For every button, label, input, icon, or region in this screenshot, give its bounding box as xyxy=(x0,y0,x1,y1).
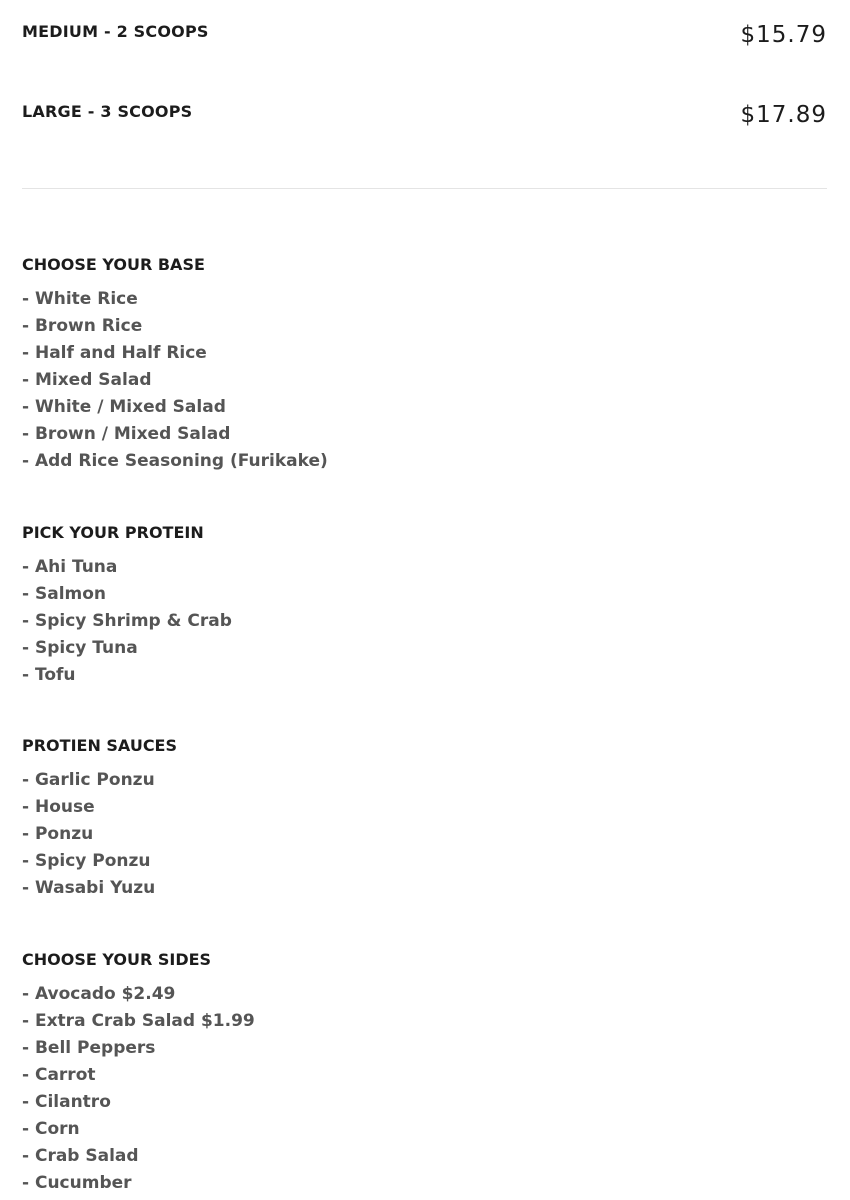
section-title: CHOOSE YOUR BASE xyxy=(22,255,205,274)
option-list xyxy=(22,984,255,1200)
option-list xyxy=(22,289,328,478)
list-item: - Add Rice Seasoning (Furikake) xyxy=(22,451,328,471)
list-item: - Carrot xyxy=(22,1065,96,1085)
list-item: - Ponzu xyxy=(22,824,94,844)
list-item: - Ahi Tuna xyxy=(22,557,118,577)
option-list xyxy=(22,770,177,905)
size-option-large[interactable] xyxy=(22,102,827,142)
list-item: - Spicy Ponzu xyxy=(22,851,151,871)
section-title: PROTIEN SAUCES xyxy=(22,736,178,755)
list-item: - Avocado $2.49 xyxy=(22,984,176,1004)
list-item: - Extra Crab Salad $1.99 xyxy=(22,1011,255,1031)
list-item: - White Rice xyxy=(22,289,138,309)
list-item: - Mixed Salad xyxy=(22,370,152,390)
list-item: - Salmon xyxy=(22,584,107,604)
list-item: - Corn xyxy=(22,1119,80,1139)
list-item: - Half and Half Rice xyxy=(22,343,207,363)
list-item: - House xyxy=(22,797,95,817)
list-item: - Cilantro xyxy=(22,1092,111,1112)
size-name: MEDIUM - 2 SCOOPS xyxy=(22,22,209,41)
section-sides xyxy=(22,950,255,1200)
size-price: $15.79 xyxy=(740,22,827,48)
option-list xyxy=(22,557,232,692)
section-title: CHOOSE YOUR SIDES xyxy=(22,950,212,969)
list-item: - Spicy Tuna xyxy=(22,638,138,658)
section-sauces xyxy=(22,736,177,905)
list-item: - Tofu xyxy=(22,665,76,685)
section-protein xyxy=(22,523,232,692)
list-item: - Brown / Mixed Salad xyxy=(22,424,231,444)
list-item: - Bell Peppers xyxy=(22,1038,156,1058)
list-item: - Brown Rice xyxy=(22,316,143,336)
size-name: LARGE - 3 SCOOPS xyxy=(22,102,193,121)
list-item: - White / Mixed Salad xyxy=(22,397,226,417)
list-item: - Cucumber xyxy=(22,1173,132,1193)
list-item: - Spicy Shrimp & Crab xyxy=(22,611,232,631)
section-title: PICK YOUR PROTEIN xyxy=(22,523,204,542)
size-price: $17.89 xyxy=(740,102,827,128)
size-option-medium[interactable] xyxy=(22,22,827,62)
list-item: - Crab Salad xyxy=(22,1146,139,1166)
list-item: - Wasabi Yuzu xyxy=(22,878,156,898)
divider xyxy=(22,188,827,189)
list-item: - Garlic Ponzu xyxy=(22,770,155,790)
section-base xyxy=(22,255,328,478)
